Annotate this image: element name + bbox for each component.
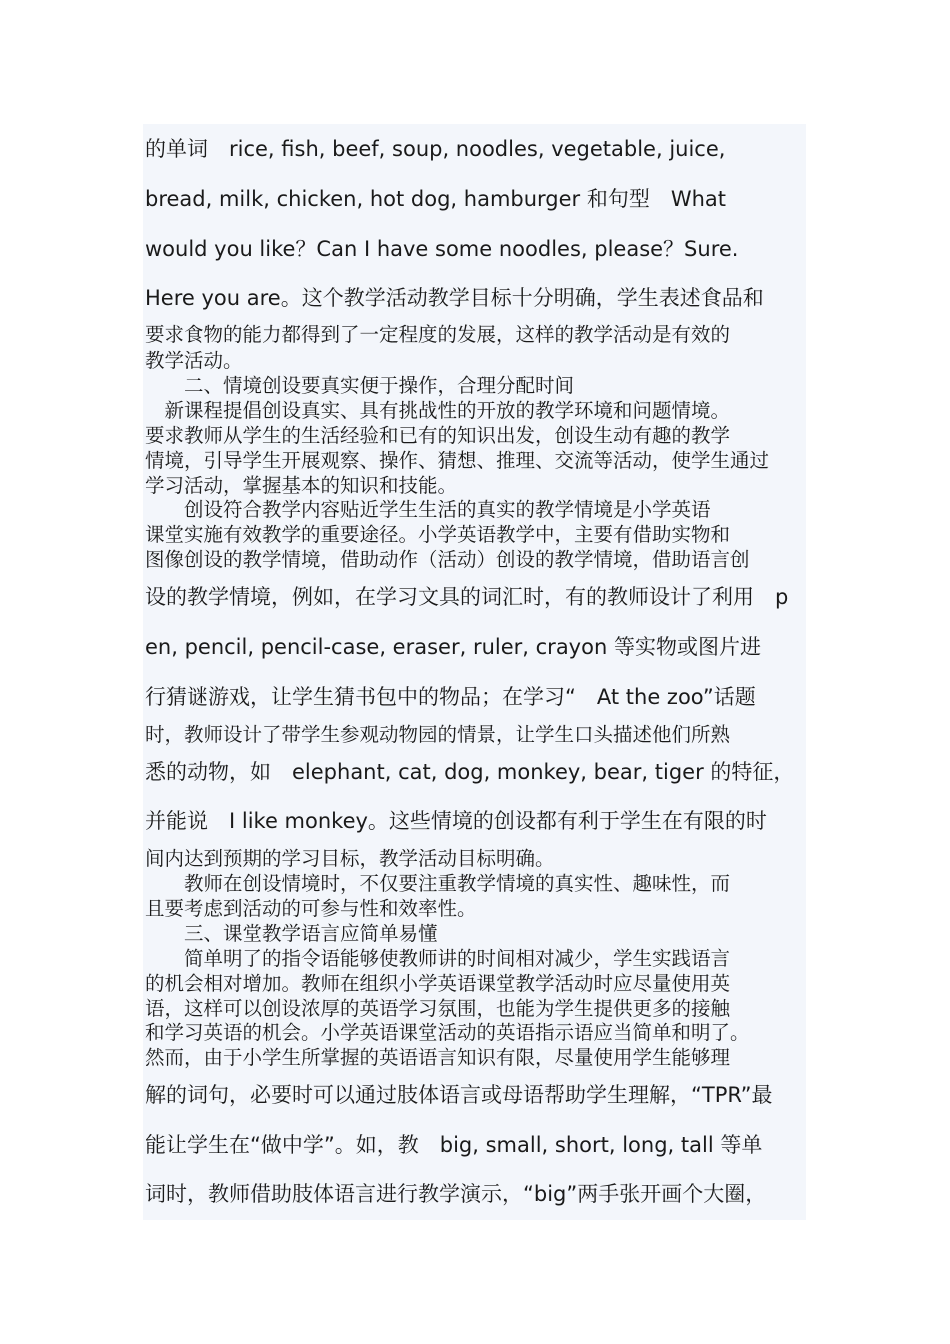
section-heading: 二、情境创设要真实便于操作，合理分配时间 bbox=[145, 374, 575, 397]
text-line: 教师在创设情境时，不仅要注重教学情境的真实性、趣味性，而 bbox=[145, 872, 731, 895]
text-line: Here you are。这个教学活动教学目标十分明确，学生表述食品和 bbox=[145, 286, 764, 310]
text-line: 简单明了的指令语能够使教师讲的时间相对减少，学生实践语言 bbox=[145, 947, 731, 970]
text-line: 并能说 I like monkey。这些情境的创设都有利于学生在有限的时 bbox=[145, 809, 767, 833]
text-line: 的机会相对增加。教师在组织小学英语课堂教学活动时应尽量使用英 bbox=[145, 972, 731, 995]
text-line: 教学活动。 bbox=[145, 349, 243, 372]
text-line: 悉的动物，如 elephant, cat, dog, monkey, bear, tiger 的特征， bbox=[145, 760, 795, 784]
text-line: 能让学生在“做中学”。如，教 big, small, short, long, tall 等单 bbox=[145, 1133, 763, 1157]
text-line: 行猜谜游戏，让学生猜书包中的物品；在学习“ At the zoo”话题 bbox=[145, 685, 756, 709]
text-line: 创设符合教学内容贴近学生生活的真实的教学情境是小学英语 bbox=[145, 498, 711, 521]
text-line: 情境，引导学生开展观察、操作、猜想、推理、交流等活动，使学生通过 bbox=[145, 449, 770, 472]
text-line: en, pencil, pencil-case, eraser, ruler, crayon 等实物或图片进 bbox=[145, 635, 761, 659]
text-line: 时，教师设计了带学生参观动物园的情景，让学生口头描述他们所熟 bbox=[145, 723, 731, 746]
text-line: 学习活动，掌握基本的知识和技能。 bbox=[145, 474, 458, 497]
text-line: 词时，教师借助肢体语言进行教学演示，“big”两手张开画个大圈， bbox=[145, 1182, 767, 1206]
text-line: would you like？Can I have some noodles, please？Sure. bbox=[145, 237, 739, 261]
text-line: 设的教学情境，例如，在学习文具的词汇时，有的教师设计了利用 p bbox=[145, 585, 789, 609]
text-line: 和学习英语的机会。小学英语课堂活动的英语指示语应当简单和明了。 bbox=[145, 1021, 750, 1044]
text-line: 新课程提倡创设真实、具有挑战性的开放的教学环境和问题情境。 bbox=[145, 399, 731, 422]
text-line: 的单词 rice, fish, beef, soup, noodles, vegetable, juice, bbox=[145, 137, 726, 161]
text-line: 解的词句，必要时可以通过肢体语言或母语帮助学生理解，“TPR”最 bbox=[145, 1083, 773, 1107]
text-line: 课堂实施有效教学的重要途径。小学英语教学中，主要有借助实物和 bbox=[145, 523, 731, 546]
text-line: bread, milk, chicken, hot dog, hamburger 和句型 What bbox=[145, 187, 727, 211]
text-line: 然而，由于小学生所掌握的英语语言知识有限，尽量使用学生能够理 bbox=[145, 1046, 731, 1069]
text-line: 且要考虑到活动的可参与性和效率性。 bbox=[145, 897, 477, 920]
section-heading: 三、课堂教学语言应简单易懂 bbox=[145, 922, 438, 945]
text-line: 要求食物的能力都得到了一定程度的发展，这样的教学活动是有效的 bbox=[145, 323, 731, 346]
text-line: 图像创设的教学情境，借助动作（活动）创设的教学情境，借助语言创 bbox=[145, 548, 750, 571]
text-line: 要求教师从学生的生活经验和已有的知识出发，创设生动有趣的教学 bbox=[145, 424, 731, 447]
text-line: 语，这样可以创设浓厚的英语学习氛围，也能为学生提供更多的接触 bbox=[145, 997, 731, 1020]
text-line: 间内达到预期的学习目标，教学活动目标明确。 bbox=[145, 847, 555, 870]
